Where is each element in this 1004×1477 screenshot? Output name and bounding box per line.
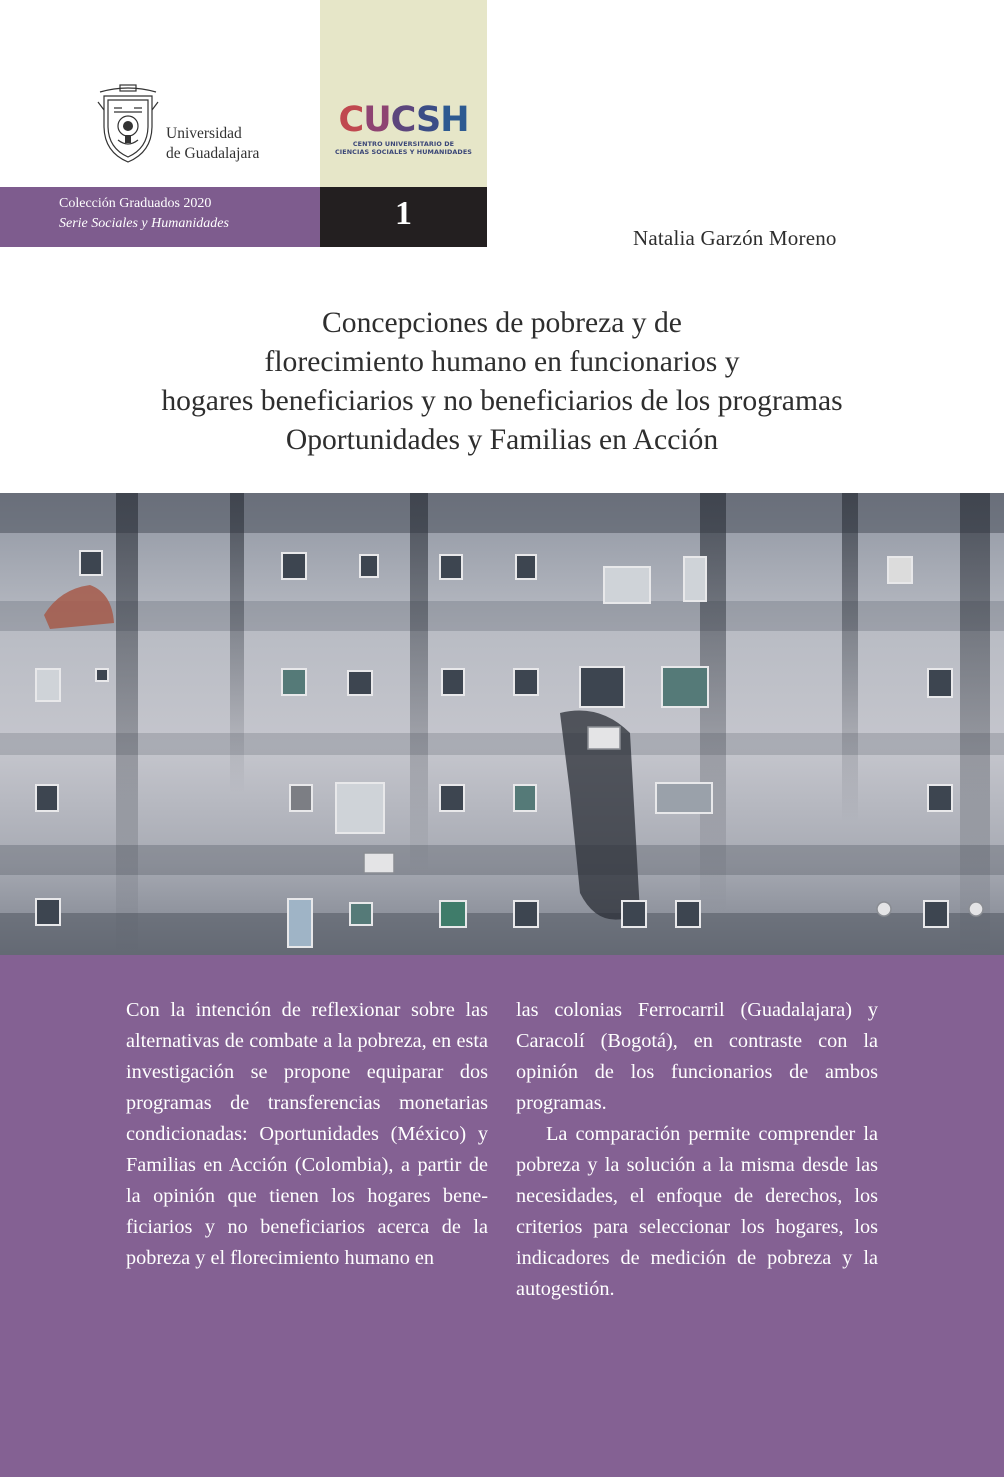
title-line: hogares beneficiarios y no beneficiarios de los programas bbox=[161, 385, 843, 417]
book-title bbox=[60, 304, 944, 460]
title-line: florecimiento humano en funcionarios y bbox=[264, 346, 740, 378]
cucsh-logo-panel bbox=[320, 0, 487, 187]
collection-label: Colección Graduados 2020 bbox=[59, 196, 212, 211]
title-line: Concepciones de pobreza y de bbox=[322, 307, 682, 339]
university-name-line-1: Universidad bbox=[166, 125, 242, 142]
cover-photo bbox=[0, 493, 1004, 955]
cucsh-letter: C bbox=[338, 100, 364, 140]
cucsh-full-name-line-2: CIENCIAS SOCIALES Y HUMANIDADES bbox=[335, 147, 472, 156]
university-name bbox=[166, 124, 259, 164]
cucsh-full-name bbox=[320, 141, 487, 156]
university-seal-logo bbox=[96, 82, 160, 166]
cucsh-letter: C bbox=[390, 100, 416, 140]
author-name: Natalia Garzón Moreno bbox=[633, 226, 837, 250]
university-name-line-2: de Guadalajara bbox=[166, 145, 260, 162]
cucsh-full-name-line-1: CENTRO UNIVERSITARIO DE bbox=[352, 140, 455, 148]
cucsh-letter: U bbox=[363, 100, 391, 140]
blurb-right-column bbox=[516, 995, 878, 1305]
cucsh-letter: H bbox=[440, 100, 469, 140]
volume-number: 1 bbox=[395, 195, 412, 232]
blurb-paragraph: La comparación permite comprender la pobreza y la solución a la misma desde las necesidades, el enfoque de derechos, los criterios para seleccionar los hogares, los indicadores de medición de pobreza y la autogestión. bbox=[516, 1123, 878, 1300]
blurb-paragraph: las colonias Ferrocarril (Guadalajara) y Caracolí (Bogotá), en contraste con la opinión de los funcionarios de ambos programas. bbox=[516, 999, 878, 1114]
blurb-left-column bbox=[126, 995, 488, 1274]
title-line: Oportunidades y Familias en Acción bbox=[285, 424, 719, 456]
blurb-paragraph: Con la intención de reflexionar sobre las alternativas de combate a la pobreza, en esta investigación se propone equiparar dos programas de transferencias monetarias condicionadas: Oportunidades (México) y Familias en Acción (Colombia), a partir de la opinión que tienen los hogares beneficiarios y no beneficiarios acerca de la pobreza y el florecimiento humano en bbox=[126, 999, 488, 1269]
cucsh-letter: S bbox=[415, 100, 441, 140]
cucsh-acronym bbox=[320, 100, 487, 140]
volume-number-box bbox=[320, 187, 487, 247]
series-label: Serie Sociales y Humanidades bbox=[59, 216, 229, 231]
